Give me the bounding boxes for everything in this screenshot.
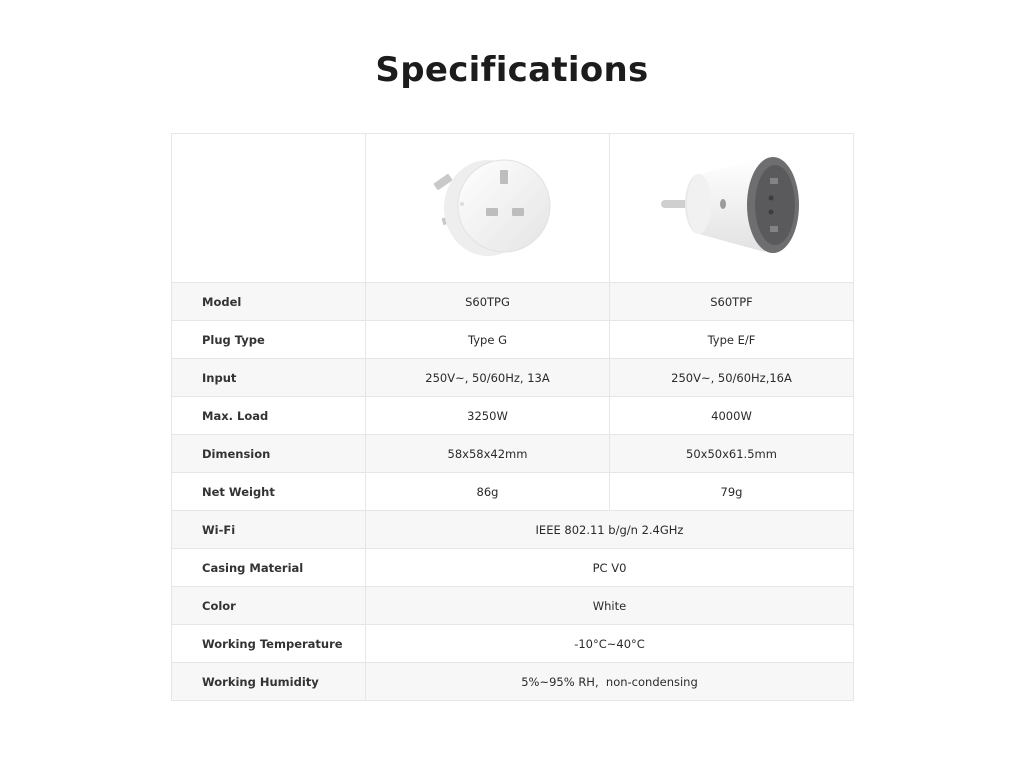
eu-type-ef-smart-plug-image xyxy=(647,148,817,268)
spec-label: Working Humidity xyxy=(172,663,366,701)
spec-value-s60tpg: 250V~, 50/60Hz, 13A xyxy=(366,359,610,397)
spec-label: Input xyxy=(172,359,366,397)
spec-row-wifi xyxy=(172,511,854,549)
spec-value-s60tpg: S60TPG xyxy=(366,283,610,321)
uk-type-g-smart-plug-image xyxy=(408,148,568,268)
spec-label: Casing Material xyxy=(172,549,366,587)
spec-label: Wi-Fi xyxy=(172,511,366,549)
spec-label: Max. Load xyxy=(172,397,366,435)
spec-row-plug-type xyxy=(172,321,854,359)
spec-value-s60tpf: 250V~, 50/60Hz,16A xyxy=(610,359,854,397)
specifications-table xyxy=(171,133,854,701)
spec-value-shared: PC V0 xyxy=(366,549,854,587)
spec-label: Plug Type xyxy=(172,321,366,359)
spec-row-casing-material xyxy=(172,549,854,587)
spec-value-s60tpf: 79g xyxy=(610,473,854,511)
spec-value-shared: -10°C~40°C xyxy=(366,625,854,663)
spec-value-s60tpf: 4000W xyxy=(610,397,854,435)
spec-label: Working Temperature xyxy=(172,625,366,663)
spec-row-net-weight xyxy=(172,473,854,511)
product-image-cell-a xyxy=(366,134,610,283)
product-image-cell-b xyxy=(610,134,854,283)
spec-row-model xyxy=(172,283,854,321)
spec-value-shared: 5%~95% RH, non-condensing xyxy=(366,663,854,701)
spec-label: Dimension xyxy=(172,435,366,473)
spec-label: Model xyxy=(172,283,366,321)
spec-value-shared: IEEE 802.11 b/g/n 2.4GHz xyxy=(366,511,854,549)
spec-row-working-temperature xyxy=(172,625,854,663)
spec-value-s60tpf: 50x50x61.5mm xyxy=(610,435,854,473)
spec-label: Net Weight xyxy=(172,473,366,511)
spec-value-s60tpg: Type G xyxy=(366,321,610,359)
page-title: Specifications xyxy=(375,50,649,90)
spec-row-dimension xyxy=(172,435,854,473)
spec-row-max-load xyxy=(172,397,854,435)
spec-label: Color xyxy=(172,587,366,625)
spec-value-shared: White xyxy=(366,587,854,625)
product-image-row xyxy=(172,134,854,283)
spec-row-input xyxy=(172,359,854,397)
spec-value-s60tpg: 3250W xyxy=(366,397,610,435)
spec-value-s60tpf: Type E/F xyxy=(610,321,854,359)
spec-row-working-humidity xyxy=(172,663,854,701)
empty-header-cell xyxy=(172,134,366,283)
spec-value-s60tpf: S60TPF xyxy=(610,283,854,321)
spec-row-color xyxy=(172,587,854,625)
spec-value-s60tpg: 86g xyxy=(366,473,610,511)
spec-value-s60tpg: 58x58x42mm xyxy=(366,435,610,473)
